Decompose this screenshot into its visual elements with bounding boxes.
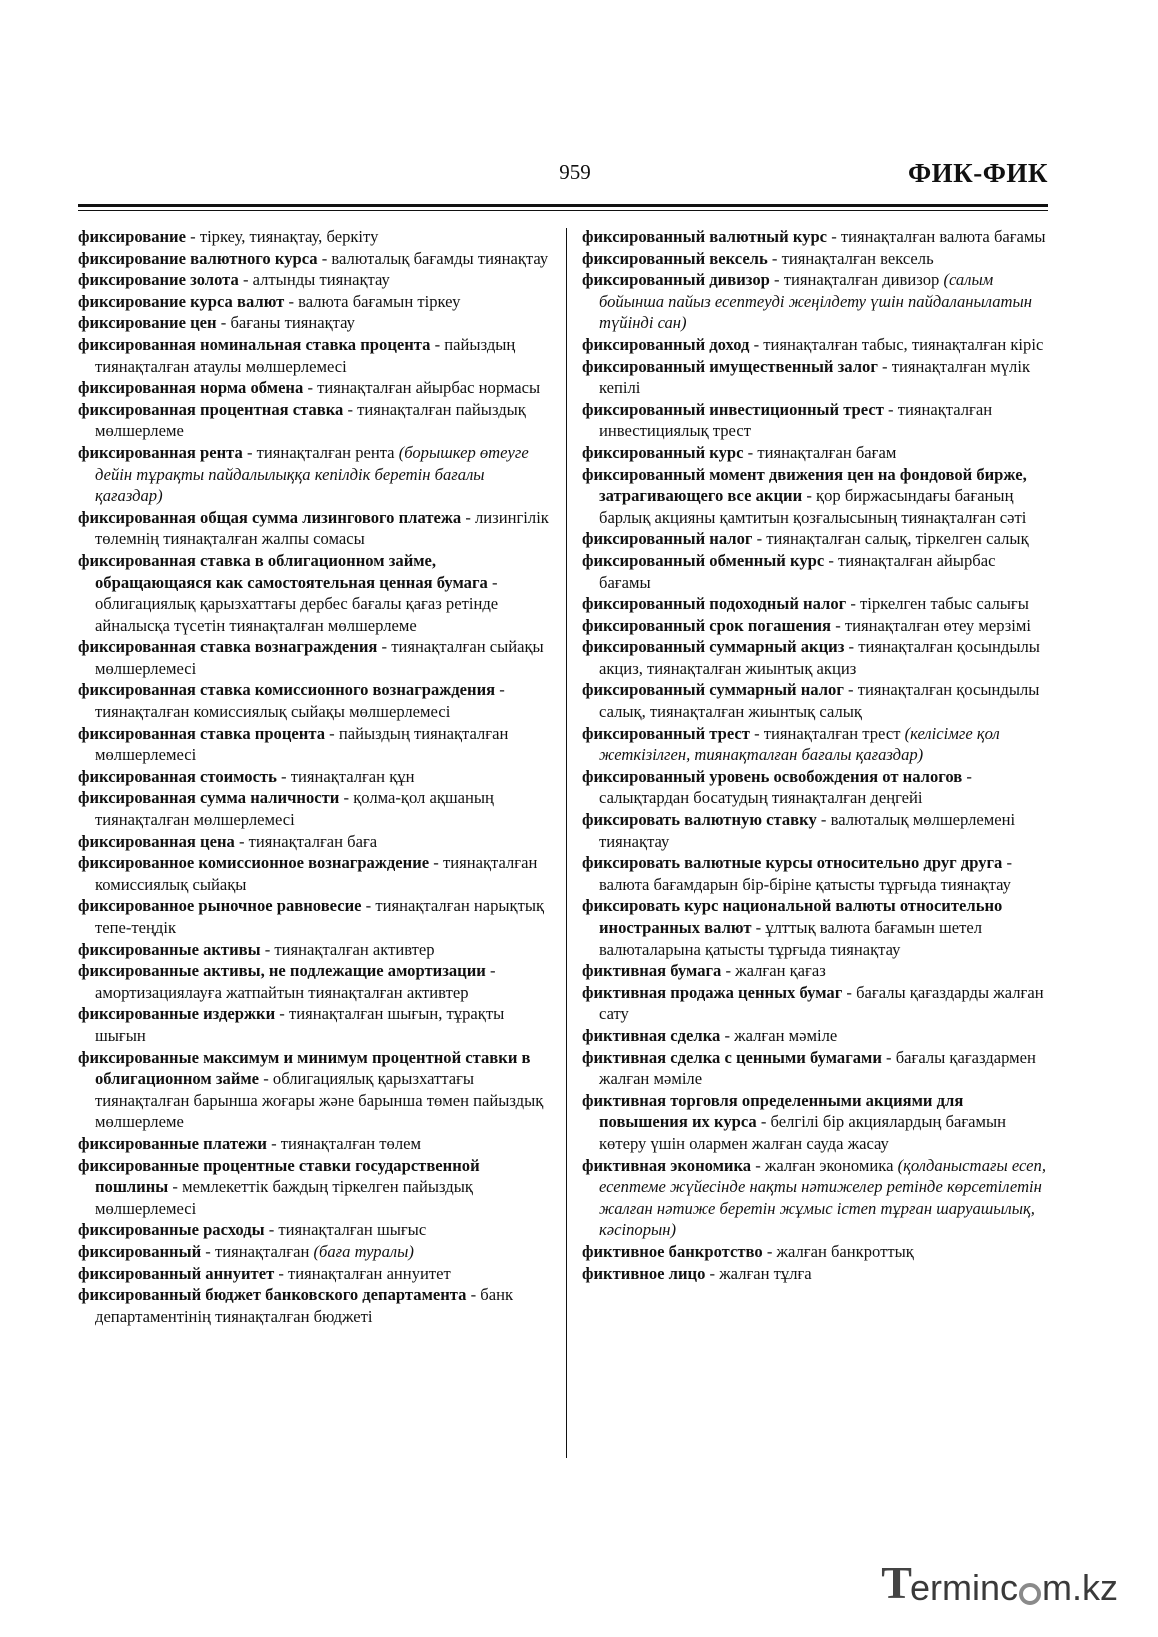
logo-circle-icon <box>1019 1583 1041 1605</box>
entry-term: фиксировать валютные курсы относительно друг друга <box>582 853 1003 873</box>
dictionary-entry: фиктивная продажа ценных бумаг - бағалы қағаздарды жалған сату <box>582 982 1044 1024</box>
entry-definition: тиянақталған <box>214 1241 310 1261</box>
entry-term: фиктивная сделка <box>582 1025 721 1045</box>
entry-definition: тиянақталған комиссиялық сыйақы <box>95 853 538 894</box>
dictionary-entry: фиксированный суммарный акциз - тиянақталған қосындылы акциз, тиянақталған жиынтық акциз <box>582 637 1040 678</box>
entry-definition: тиянақталған дивизор <box>783 270 940 290</box>
entry-definition: тиянақталған активтер <box>274 939 435 959</box>
entry-definition: тиянақталған комиссиялық сыйақы мөлшерлемесі <box>95 702 451 722</box>
dictionary-entry: фиктивная торговля определенными акциями для повышения их курса - белгілі бір акциялардың бағамын көтеру үшін олармен жалған сауда жасау <box>582 1090 1007 1153</box>
entry-term: фиктивное лицо <box>582 1263 706 1283</box>
dictionary-entry: фиксированный инвестиционный трест - тиянақталған инвестициялық трест <box>582 399 993 441</box>
entry-definition: тиянақталған құн <box>290 766 415 786</box>
entry-term: фиксированная номинальная ставка процента <box>78 334 431 354</box>
entry-definition: бағаны тиянақтау <box>230 313 355 333</box>
entry-definition: тиянақталған салық, тіркелген салық <box>766 529 1029 549</box>
entry-term: фиксированный суммарный налог <box>582 680 844 700</box>
entry-term: фиксирование курса валют <box>78 291 285 311</box>
entry-term: фиксированный срок погашения <box>582 615 832 635</box>
entry-term: фиксирование валютного курса <box>78 248 318 268</box>
dictionary-entry: фиксированная ставка в облигационном займе, обращающаяся как самостоятельная ценная бумага - облигациялық қарызхаттағы дербес бағалы қағаз ретінде айналысқа түсетін тиянақталған мөлшерлеме <box>78 550 499 635</box>
dictionary-entry: фиксированные активы - тиянақталған активтер <box>78 939 435 959</box>
dictionary-entry: фиксирование золота - алтынды тиянақтау <box>78 270 390 290</box>
entry-note: (қолданыстағы есеп, есептеме жүйесінде нақты нәтижелер ретінде көрсетілетін жалған нәтиже беретін жұмыс істеп тұрған шаруашылық, кәсіпорын) <box>599 1155 1046 1240</box>
entry-term: фиксированная сумма наличности <box>78 788 340 808</box>
dictionary-entry: фиктивное лицо - жалған тұлға <box>582 1263 812 1283</box>
entry-term: фиксированная ставка в облигационном займе, обращающаяся как самостоятельная ценная бумага <box>78 550 488 592</box>
dictionary-entry: фиксированная стоимость - тиянақталған құн <box>78 766 415 786</box>
dictionary-entry: фиктивная бумага - жалған қағаз <box>582 961 826 981</box>
entry-definition: қолма-қол ақшаның тиянақталған мөлшерлемесі <box>95 788 494 830</box>
entry-definition: ұлттық валюта бағамын шетел валюталарына қатысты тұрғыда тиянақтау <box>599 918 983 959</box>
entry-definition: пайыздың тиянақталған атаулы мөлшерлемесі <box>95 334 516 376</box>
entry-definition: тиянақталған сыйақы мөлшерлемесі <box>95 637 544 678</box>
column-divider <box>566 228 567 1458</box>
entry-term: фиксированный валютный курс <box>582 227 828 246</box>
entry-term: фиксированный имущественный залог <box>582 356 878 376</box>
entry-note: (салым бойынша пайыз есептеуді жеңілдету үшін пайдаланылатын түйінді сан) <box>599 270 1032 333</box>
termincom-logo <box>881 1556 1118 1609</box>
entry-definition: тиянақталған қосындылы акциз, тиянақталған жиынтық акциз <box>599 637 1040 678</box>
dictionary-entry: фиксированные платежи - тиянақталған төлем <box>78 1133 421 1153</box>
header-rule-thin <box>78 210 1048 211</box>
entry-definition: тіркелген табыс салығы <box>860 594 1029 614</box>
entry-term: фиксированные активы, не подлежащие амортизации <box>78 961 486 981</box>
dictionary-entry: фиксирование цен - бағаны тиянақтау <box>78 313 355 333</box>
entry-term: фиктивная бумага <box>582 961 722 981</box>
left-column <box>78 226 553 1327</box>
entry-term: фиксированный доход <box>582 334 750 354</box>
dictionary-entry: фиксирование курса валют - валюта бағамын тіркеу <box>78 291 461 311</box>
dictionary-entry: фиксированный подоходный налог - тіркелген табыс салығы <box>582 594 1029 614</box>
entry-definition: мемлекеттік баждың тіркелген пайыздық мөлшерлемесі <box>95 1177 473 1218</box>
entry-term: фиктивная продажа ценных бумаг <box>582 982 843 1002</box>
entry-definition: тиянақталған шығыс <box>278 1220 427 1240</box>
entry-term: фиктивное банкротство <box>582 1241 763 1261</box>
dictionary-entry: фиксированный уровень освобождения от налогов - салықтардан босатудың тиянақталған деңгейі <box>582 766 972 808</box>
dictionary-entry: фиксированный вексель - тиянақталған вексель <box>582 248 934 268</box>
dictionary-entry: фиксированный бюджет банковского департамента - банк департаментінің тиянақталған бюджеті <box>78 1285 514 1326</box>
dictionary-entry: фиксированная номинальная ставка процента - пайыздың тиянақталған атаулы мөлшерлемесі <box>78 334 516 376</box>
entry-term: фиксированные процентные ставки государственной пошлины <box>78 1155 480 1197</box>
entry-term: фиксированный аннуитет <box>78 1263 275 1283</box>
entry-term: фиксированное комиссионное вознаграждение <box>78 853 430 873</box>
entry-term: фиктивная экономика <box>582 1155 752 1175</box>
dictionary-entry: фиксированная процентная ставка - тиянақталған пайыздық мөлшерлеме <box>78 399 526 441</box>
dictionary-entry: фиксированная ставка комиссионного вознаграждения - тиянақталған комиссиялық сыйақы мөлшерлемесі <box>78 680 505 722</box>
entry-definition: облигациялық қарызхаттағы дербес бағалы қағаз ретінде айналысқа түсетін тиянақталған мөлшерлеме <box>95 594 499 635</box>
entry-definition: валюта бағамдарын бір-біріне қатысты тұрғыда тиянақтау <box>599 874 1011 894</box>
entry-term: фиксированный суммарный акциз <box>582 637 845 657</box>
entry-definition: алтынды тиянақтау <box>252 270 390 290</box>
entry-term: фиксирование <box>78 227 186 246</box>
entry-definition: тиянақталған пайыздық мөлшерлеме <box>95 399 526 441</box>
entry-note: (келісімге қол жеткізілген, тиянақталған бағалы қағаздар) <box>599 723 1000 765</box>
running-head: ФИК-ФИК <box>907 158 1048 188</box>
entry-term: фиксированный дивизор <box>582 270 770 290</box>
dictionary-entry: фиксирование - тіркеу, тиянақтау, беркіту <box>78 227 379 246</box>
dictionary-entry: фиксированное рыночное равновесие - тиянақталған нарықтық тепе-теңдік <box>78 896 545 937</box>
dictionary-entry: фиксированное комиссионное вознаграждение - тиянақталған комиссиялық сыйақы <box>78 853 538 894</box>
page-number: 959 <box>559 160 591 184</box>
entry-term: фиксированные максимум и минимум процентной ставки в облигационном займе <box>78 1047 531 1089</box>
entry-term: фиксированный вексель <box>582 248 768 268</box>
entry-definition: тиянақталған қосындылы салық, тиянақталған жиынтық салық <box>599 680 1040 722</box>
dictionary-entry: фиксированная рента - тиянақталған рента (борышкер өтеуге дейін тұрақты пайдалылыққа кепілдік беретін бағалы қағаздар) <box>78 442 529 506</box>
entry-term: фиктивная торговля определенными акциями для повышения их курса <box>582 1090 964 1132</box>
dictionary-entry: фиксированная ставка процента - пайыздың тиянақталған мөлшерлемесі <box>78 723 509 765</box>
entry-definition: белгілі бір акциялардың бағамын көтеру үшін олармен жалған сауда жасау <box>599 1112 1007 1153</box>
right-column <box>582 226 1048 1284</box>
dictionary-entry: фиксированный - тиянақталған (баға туралы) <box>78 1241 414 1261</box>
entry-term: фиктивная сделка с ценными бумагами <box>582 1047 882 1067</box>
entry-definition: тиянақталған мүлік кепілі <box>599 356 1031 398</box>
entry-note: (баға туралы) <box>313 1241 414 1261</box>
entry-term: фиксировать курс национальной валюты относительно иностранных валют <box>582 896 1003 937</box>
entry-term: фиксированный курс <box>582 442 744 462</box>
entry-term: фиксированный <box>78 1241 202 1261</box>
entry-definition: тиянақталған өтеу мерзімі <box>844 615 1031 635</box>
entry-definition: валюталық мөлшерлемені тиянақтау <box>599 810 1016 851</box>
entry-definition: тиянақталған төлем <box>280 1133 421 1153</box>
entry-term: фиксированная ставка процента <box>78 723 325 743</box>
entry-definition: амортизациялауға жатпайтын тиянақталған активтер <box>95 982 469 1002</box>
logo-letter-t: T <box>881 1557 912 1608</box>
dictionary-entry: фиктивная экономика - жалған экономика (қолданыстағы есеп, есептеме жүйесінде нақты нәтижелер ретінде көрсетілетін жалған нәтиже беретін жұмыс істеп тұрған шаруашылық, кәсіпорын) <box>582 1155 1046 1240</box>
dictionary-entry: фиксированный доход - тиянақталған табыс, тиянақталған кіріс <box>582 334 1044 354</box>
entry-definition: бағалы қағаздарды жалған сату <box>599 982 1044 1024</box>
logo-text-2: c <box>1000 1567 1018 1608</box>
dictionary-entry: фиктивная сделка с ценными бумагами - бағалы қағаздармен жалған мәміле <box>582 1047 1036 1089</box>
entry-definition: тіркеу, тиянақтау, беркіту <box>199 227 379 246</box>
entry-definition: тиянақталған айырбас нормасы <box>317 378 541 398</box>
entry-definition: тиянақталған табыс, тиянақталған кіріс <box>763 334 1044 354</box>
entry-term: фиксированный подоходный налог <box>582 594 847 614</box>
entry-note: (борышкер өтеуге дейін тұрақты пайдалылыққа кепілдік беретін бағалы қағаздар) <box>95 442 529 506</box>
dictionary-entry: фиксированный аннуитет - тиянақталған аннуитет <box>78 1263 451 1283</box>
dictionary-entry: фиксированная ставка вознаграждения - тиянақталған сыйақы мөлшерлемесі <box>78 637 544 678</box>
entry-definition: жалған мәміле <box>734 1025 838 1045</box>
dictionary-entry: фиксированный курс - тиянақталған бағам <box>582 442 897 462</box>
entry-term: фиксированный обменный курс <box>582 550 825 570</box>
entry-term: фиксированная ставка комиссионного вознаграждения <box>78 680 496 700</box>
entry-term: фиксированная норма обмена <box>78 378 304 398</box>
entry-term: фиксированная стоимость <box>78 766 277 786</box>
dictionary-entry: фиксированная общая сумма лизингового платежа - лизингілік төлемнің тиянақталған жалпы сомасы <box>78 507 549 549</box>
dictionary-entry: фиктивное банкротство - жалған банкроттық <box>582 1241 914 1261</box>
entry-term: фиксирование цен <box>78 313 217 333</box>
logo-text-3: m.kz <box>1042 1567 1118 1608</box>
entry-term: фиксированный инвестиционный трест <box>582 399 884 419</box>
entry-definition: тиянақталған баға <box>248 831 378 851</box>
entry-term: фиксированные издержки <box>78 1004 276 1024</box>
entry-term: фиксированная ставка вознаграждения <box>78 637 378 657</box>
dictionary-entry: фиксированный момент движения цен на фондовой бирже, затрагивающего все акции - қор биржасындағы бағаның барлық акцияны қамтитын қозғалысының тиянақталған сәті <box>582 464 1027 527</box>
entry-term: фиксированная рента <box>78 442 243 462</box>
dictionary-entry: фиксированные максимум и минимум процентной ставки в облигационном займе - облигациялық қарызхаттағы тиянақталған барынша жоғары және барынша төмен пайыздық мөлшерлеме <box>78 1047 544 1132</box>
entry-term: фиксированный уровень освобождения от налогов <box>582 766 963 786</box>
entry-definition: тиянақталған вексель <box>781 248 934 268</box>
dictionary-entry: фиксирование валютного курса - валюталық бағамды тиянақтау <box>78 248 549 268</box>
entry-term: фиксированный трест <box>582 723 750 743</box>
dictionary-entry: фиксированный дивизор - тиянақталған дивизор (салым бойынша пайыз есептеуді жеңілдету үшін пайдаланылатын түйінді сан) <box>582 270 1032 333</box>
dictionary-entry: фиксированный обменный курс - тиянақталған айырбас бағамы <box>582 550 996 592</box>
entry-term: фиксированное рыночное равновесие <box>78 896 362 916</box>
dictionary-entry: фиксированная норма обмена - тиянақталған айырбас нормасы <box>78 378 541 398</box>
entry-definition: жалған қағаз <box>735 961 826 981</box>
dictionary-entry: фиксированные активы, не подлежащие амортизации - амортизациялауға жатпайтын тиянақталған активтер <box>78 961 496 1002</box>
dictionary-entry: фиксировать валютную ставку - валюталық мөлшерлемені тиянақтау <box>582 810 1016 851</box>
dictionary-entry: фиксированные процентные ставки государственной пошлины - мемлекеттік баждың тіркелген пайыздық мөлшерлемесі <box>78 1155 480 1218</box>
entry-definition: тиянақталған айырбас бағамы <box>599 550 996 592</box>
entry-definition: лизингілік төлемнің тиянақталған жалпы сомасы <box>95 507 549 549</box>
dictionary-entry: фиксированные издержки - тиянақталған шығын, тұрақты шығын <box>78 1004 505 1045</box>
entry-term: фиксированный момент движения цен на фондовой бирже, затрагивающего все акции <box>582 464 1027 506</box>
entry-definition: тиянақталған инвестициялық трест <box>599 399 993 441</box>
entry-definition: тиянақталған аннуитет <box>288 1263 451 1283</box>
entry-term: фиксированная процентная ставка <box>78 399 344 419</box>
entry-definition: тиянақталған бағам <box>757 442 897 462</box>
entry-definition: бағалы қағаздармен жалған мәміле <box>599 1047 1036 1089</box>
entry-definition: тиянақталған шығын, тұрақты шығын <box>95 1004 505 1045</box>
entry-term: фиксирование золота <box>78 270 239 290</box>
dictionary-entry: фиксированные расходы - тиянақталған шығыс <box>78 1220 427 1240</box>
entry-term: фиксированный налог <box>582 529 753 549</box>
dictionary-entry: фиксированный имущественный залог - тиянақталған мүлік кепілі <box>582 356 1031 398</box>
entry-term: фиксированные активы <box>78 939 261 959</box>
entry-definition: жалған тұлға <box>719 1263 812 1283</box>
entry-definition: облигациялық қарызхаттағы тиянақталған барынша жоғары және барынша төмен пайыздық мөлшерлеме <box>95 1069 544 1132</box>
entry-definition: валюталық бағамды тиянақтау <box>331 248 549 268</box>
entry-definition: банк департаментінің тиянақталған бюджеті <box>95 1285 514 1326</box>
dictionary-entry: фиксированная цена - тиянақталған баға <box>78 831 378 851</box>
entry-definition: салықтардан босатудың тиянақталған деңгейі <box>599 788 923 808</box>
dictionary-entry: фиксировать валютные курсы относительно друг друга - валюта бағамдарын бір-біріне қатысты тұрғыда тиянақтау <box>582 853 1013 894</box>
entry-definition: жалған экономика <box>764 1155 894 1175</box>
entry-definition: пайыздың тиянақталған мөлшерлемесі <box>95 723 509 765</box>
entry-definition: валюта бағамын тіркеу <box>298 291 461 311</box>
entry-term: фиксированная общая сумма лизингового платежа <box>78 507 462 527</box>
dictionary-entry: фиксированный налог - тиянақталған салық, тіркелген салық <box>582 529 1029 549</box>
entry-term: фиксировать валютную ставку <box>582 810 817 830</box>
dictionary-entry: фиксировать курс национальной валюты относительно иностранных валют - ұлттық валюта бағамын шетел валюталарына қатысты тұрғыда тиянақтау <box>582 896 1003 959</box>
logo-text-1: ermin <box>909 1567 1000 1608</box>
dictionary-entry: фиксированный трест - тиянақталған трест (келісімге қол жеткізілген, тиянақталған бағалы қағаздар) <box>582 723 1000 765</box>
entry-definition: тиянақталған трест <box>763 723 901 743</box>
dictionary-entry: фиктивная сделка - жалған мәміле <box>582 1025 838 1045</box>
dictionary-entry: фиксированный суммарный налог - тиянақталған қосындылы салық, тиянақталған жиынтық салық <box>582 680 1040 722</box>
entry-definition: қор биржасындағы бағаның барлық акцияны қамтитын қозғалысының тиянақталған сәті <box>599 486 1027 527</box>
entry-definition: тиянақталған валюта бағамы <box>840 227 1046 246</box>
entry-term: фиксированная цена <box>78 831 235 851</box>
dictionary-entry: фиксированная сумма наличности - қолма-қол ақшаның тиянақталған мөлшерлемесі <box>78 788 494 830</box>
dictionary-entry: фиксированный срок погашения - тиянақталған өтеу мерзімі <box>582 615 1031 635</box>
entry-term: фиксированный бюджет банковского департамента <box>78 1285 467 1305</box>
entry-term: фиксированные платежи <box>78 1133 267 1153</box>
entry-definition: жалған банкроттық <box>776 1241 914 1261</box>
entry-term: фиксированные расходы <box>78 1220 265 1240</box>
dictionary-entry: фиксированный валютный курс - тиянақталған валюта бағамы <box>582 227 1046 246</box>
entry-definition: тиянақталған рента <box>256 442 395 462</box>
header-rule-thick <box>78 204 1048 207</box>
entry-definition: тиянақталған нарықтық тепе-теңдік <box>95 896 545 937</box>
